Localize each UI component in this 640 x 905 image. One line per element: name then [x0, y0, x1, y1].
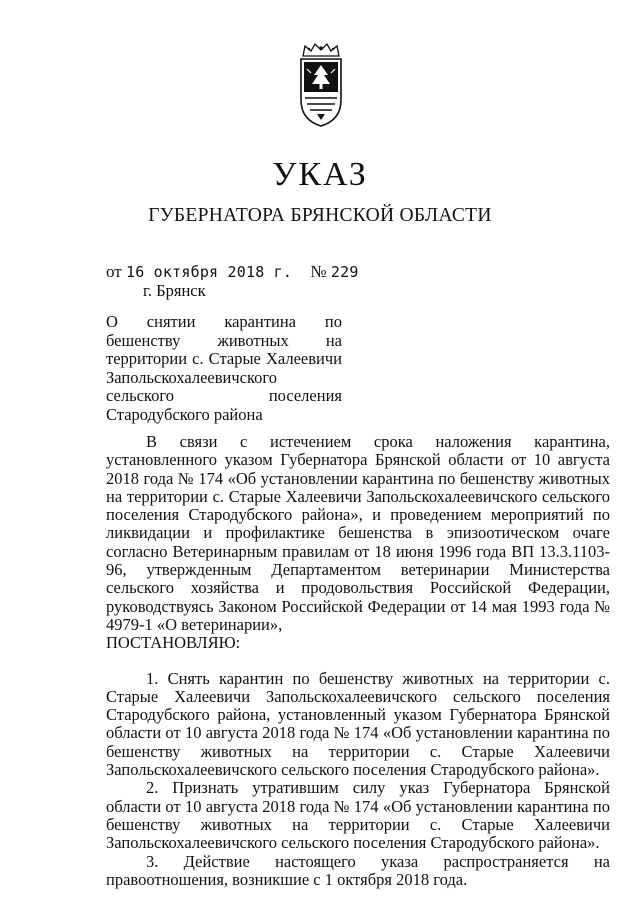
decree-item-3: 3. Действие настоящего указа распространяется на правоотношения, возникшие с 1 октября 2018 года. [106, 851, 610, 889]
decree-item-1: 1. Снять карантин по бешенству животных на территории с. Старые Халеевичи Запольскохалеевичского сельского поселения Стародубского района, установленный указом Губернатора Брянской области от 10 августа 2018 года № 174 «Об установлении карантина по бешенству животных на территории с. Старые Халеевичи Запольскохалеевичского сельского поселения Стародубского района». [106, 668, 610, 780]
document-subtitle: ГУБЕРНАТОРА БРЯНСКОЙ ОБЛАСТИ [148, 205, 492, 226]
document-subject: О снятии карантина по бешенству животных на территории с. Старые Халеевичи Запольскохалеевичского сельского поселения Стародубского района [106, 312, 342, 424]
date-prefix: от [106, 262, 122, 281]
decree-item-2: 2. Признать утратившим силу указ Губернатора Брянской области от 10 августа 2018 года № 174 «Об установлении карантина по бешенству животных на территории с. Старые Халеевичи Запольскохалеевичского сельского поселения Стародубского района». [106, 778, 610, 853]
document-city: г. Брянск [143, 281, 206, 300]
decree-word: ПОСТАНОВЛЯЮ: [106, 633, 241, 653]
document-body [106, 433, 610, 889]
document-number: 229 [330, 263, 359, 281]
coat-of-arms-icon [297, 42, 345, 128]
document-title: УКАЗ [272, 156, 368, 193]
date-number-line [106, 262, 359, 282]
number-label: № [310, 262, 327, 281]
preamble-paragraph: В связи с истечением срока наложения карантина, установленного указом Губернатора Брянской области от 10 августа 2018 года № 174 «Об установлении карантина по бешенству животных на территории с. Старые Халеевичи Запольскохалеевичского сельского поселения Стародубского района», и проведением мероприятий по ликвидации и профилактике бешенства в эпизоотическом очаге согласно Ветеринарным правилам от 18 июня 1996 года ВП 13.3.1103-96, утвержденным Департаментом ветеринарии Министерства сельского хозяйства и продовольствия Российской Федерации, руководствуясь Законом Российской Федерации от 14 мая 1993 года № 4979-1 «О ветеринарии», [106, 432, 610, 634]
document-date: 16 октября 2018 г. [125, 263, 293, 281]
paragraph-gap [106, 653, 610, 670]
